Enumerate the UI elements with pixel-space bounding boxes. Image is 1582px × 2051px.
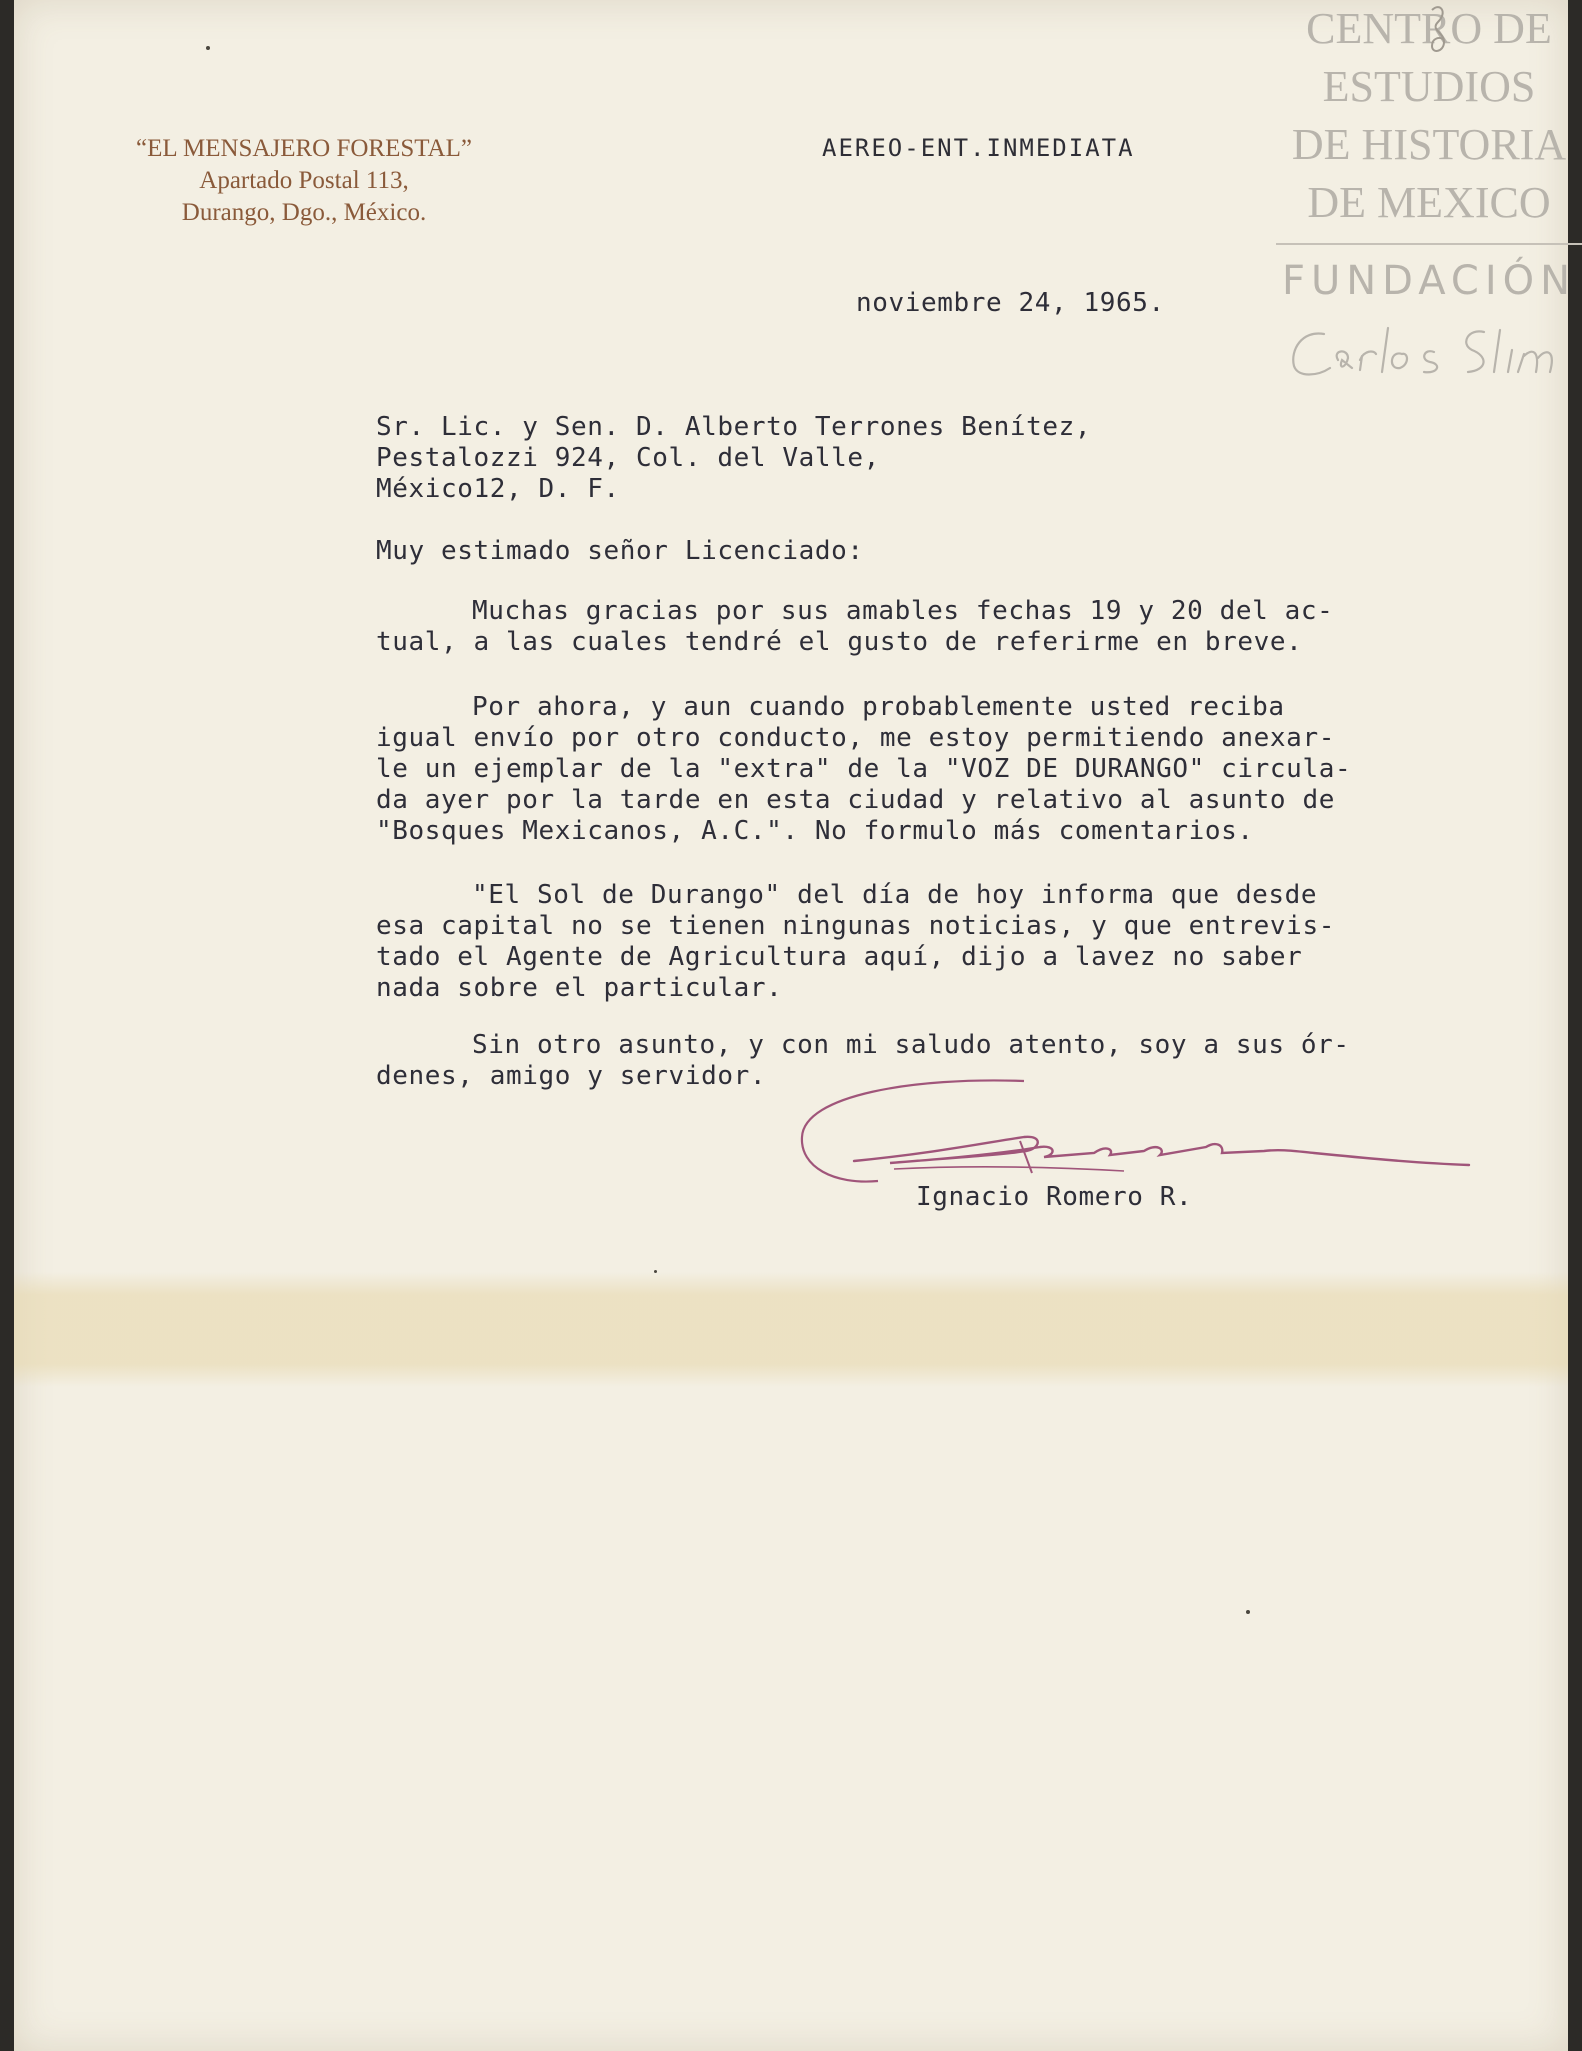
salutation: Muy estimado señor Licenciado: [376,536,864,566]
speck [206,46,210,50]
stamp-line: DE HISTORIA [1291,120,1567,169]
text-line: tual, a las cuales tendré el gusto de referirme en breve. [376,627,1303,657]
stamp-signature-logo [1284,320,1574,386]
text-line: igual envío por otro conducto, me estoy permitiendo anexar- [376,723,1335,753]
paper-stain [14,1272,1568,1387]
text-line: Muchas gracias por sus amables fechas 19 y 20 del ac- [472,596,1334,626]
recipient-line: Sr. Lic. y Sen. D. Alberto Terrones Benítez, [376,412,1092,442]
recipient-line: México12, D. F. [376,474,620,504]
stamp-line: DE MEXICO [1307,178,1551,227]
letterhead-name: “EL MENSAJERO FORESTAL” [136,135,472,162]
stamp-line: CENTRO DE [1306,4,1552,53]
text-line: nada sobre el particular. [376,973,783,1003]
text-line: denes, amigo y servidor. [376,1061,767,1091]
text-line: Sin otro asunto, y con mi saludo atento, soy a sus ór- [472,1030,1350,1060]
text-line: le un ejemplar de la "extra" de la "VOZ DE DURANGO" circula- [376,754,1352,784]
stamp-handwritten-number [1426,2,1450,58]
letterhead-address-2: Durango, Dgo., México. [181,199,427,226]
stamp-fundacion: FUNDACIÓN [1281,258,1577,304]
archive-stamp [1276,0,1582,400]
text-line: esa capital no se tienen ningunas noticias, y que entrevis- [376,911,1335,941]
delivery-note: AEREO-ENT.INMEDIATA [822,134,1135,162]
paragraph-3 [376,880,1335,1004]
paragraph-1 [376,596,1333,658]
letterhead [114,133,494,229]
text-line: "Bosques Mexicanos, A.C.". No formulo más comentarios. [376,816,1254,846]
stamp-line: ESTUDIOS [1322,62,1536,111]
speck [654,1270,657,1273]
paragraph-2 [376,692,1351,847]
text-line: "El Sol de Durango" del día de hoy informa que desde [472,880,1318,910]
letter-date: noviembre 24, 1965. [856,288,1165,318]
letterhead-address-1: Apartado Postal 113, [199,167,409,194]
signatory-name: Ignacio Romero R. [916,1182,1193,1212]
text-line: Por ahora, y aun cuando probablemente usted reciba [472,692,1285,722]
stamp-divider [1276,243,1582,245]
text-line: da ayer por la tarde en esta ciudad y relativo al asunto de [376,785,1335,815]
recipient-address [376,412,1091,505]
letter-page [14,0,1577,2051]
text-line: tado el Agente de Agricultura aquí, dijo a lavez no saber [376,942,1303,972]
recipient-line: Pestalozzi 924, Col. del Valle, [376,443,880,473]
speck [1246,1610,1250,1614]
